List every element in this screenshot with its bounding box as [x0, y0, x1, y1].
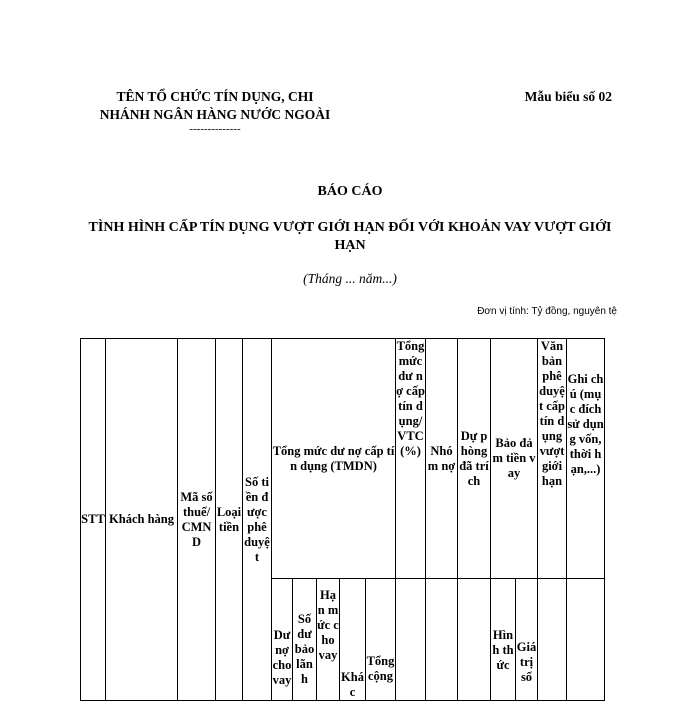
header-total-outstanding-ratio: Tổng mức dư nợ cấp tín dụng/ VTC (%) — [396, 339, 426, 579]
subheader-loan-balance — [272, 579, 293, 701]
subheader-total-text: Tổng cộng — [366, 654, 395, 683]
header-provision: Dự phòng đã trích — [458, 339, 491, 579]
empty-cell — [538, 579, 567, 701]
organization-underline: -------------- — [189, 123, 241, 135]
subheader-total — [366, 579, 396, 701]
subheader-guarantee-balance — [293, 579, 317, 701]
subheader-security-form-text: Hình thức — [492, 628, 514, 672]
header-approval-document: Văn bản phê duyệt cấp tín dụng vượt giới hạn — [538, 339, 567, 579]
report-subtitle: TÌNH HÌNH CẤP TÍN DỤNG VƯỢT GIỚI HẠN ĐỐI VỚI KHOẢN VAY VƯỢT GIỚI HẠN — [88, 220, 612, 253]
subheader-other — [340, 579, 366, 701]
empty-cell — [426, 579, 458, 701]
subheader-loan-limit — [317, 579, 340, 701]
header-loan-security: Bảo đảm tiền vay — [491, 339, 538, 579]
header-total-outstanding: Tổng mức dư nợ cấp tín dụng (TMDN) — [272, 339, 396, 579]
organization-name — [80, 88, 350, 135]
organization-name-line-2: NHÁNH NGÂN HÀNG NƯỚC NGOÀI — [99, 107, 331, 122]
subheader-loan-limit-text: Hạn mức cho vay — [317, 588, 339, 662]
header-stt: STT — [81, 339, 106, 701]
subheader-security-value-text: Giá trị số — [516, 640, 537, 684]
header-notes: Ghi chú (mục đích sử dụng vốn, thời hạn,...) — [567, 339, 605, 579]
report-title: BÁO CÁO — [317, 184, 383, 199]
subheader-guarantee-balance-text: Số dư bảo lãnh — [294, 612, 315, 686]
empty-cell — [396, 579, 426, 701]
header-customer: Khách hàng — [106, 339, 178, 701]
subheader-security-form — [491, 579, 516, 701]
header-debt-group: Nhóm nợ — [426, 339, 458, 579]
subheader-security-value — [516, 579, 538, 701]
organization-name-line-1: TÊN TỔ CHỨC TÍN DỤNG, CHI — [116, 89, 314, 104]
header-currency-type: Loại tiền — [216, 339, 243, 701]
subheader-other-text: Khác — [341, 670, 364, 699]
empty-cell — [458, 579, 491, 701]
report-table — [80, 338, 605, 701]
header-tax-id: Mã số thuế/ CMND — [178, 339, 216, 701]
subheader-loan-balance-text: Dư nợ cho vay — [272, 628, 292, 687]
empty-cell — [567, 579, 605, 701]
form-number: Mẫu biểu số 02 — [524, 89, 612, 104]
unit-of-measure: Đơn vị tính: Tỷ đồng, nguyên tệ — [477, 306, 617, 317]
header-approved-amount: Số tiền được phê duyệt — [243, 339, 272, 701]
report-period: (Tháng ... năm...) — [303, 271, 397, 286]
